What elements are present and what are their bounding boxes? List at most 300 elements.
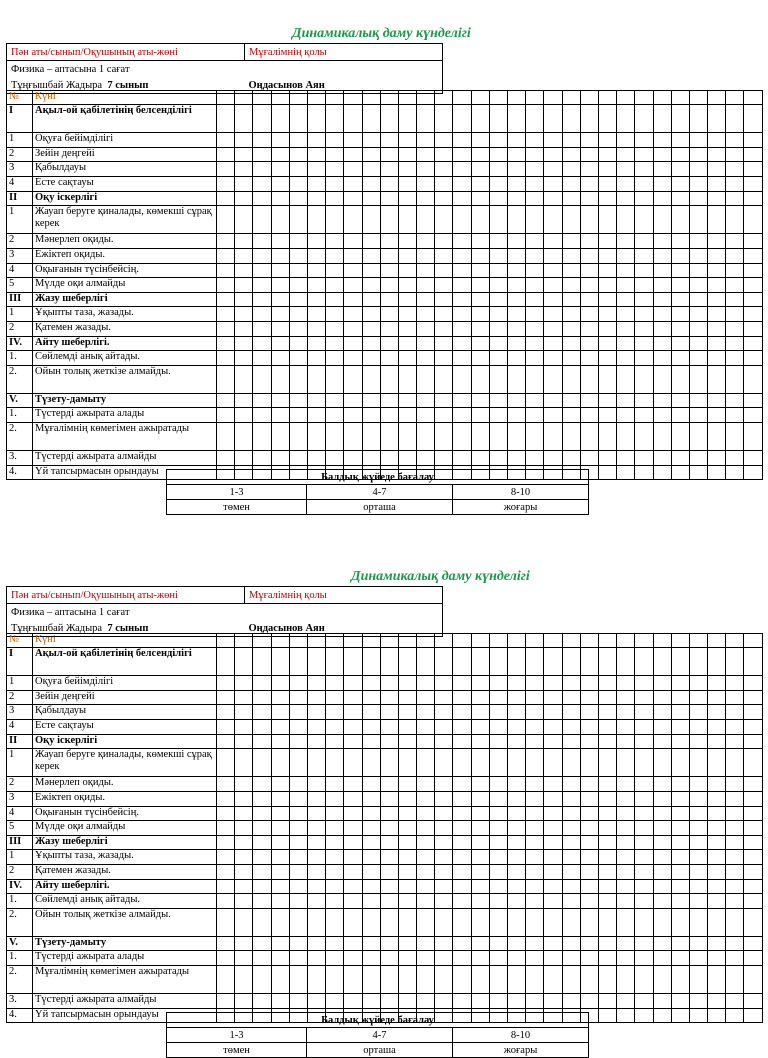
score-cell[interactable] [744,749,762,777]
day-column-cell[interactable] [708,634,726,648]
score-cell[interactable] [598,336,616,351]
score-cell[interactable] [435,879,453,894]
score-cell[interactable] [617,451,635,466]
score-cell[interactable] [417,176,435,191]
score-cell[interactable] [307,894,325,909]
score-cell[interactable] [489,176,507,191]
score-cell[interactable] [635,206,653,234]
score-cell[interactable] [708,994,726,1009]
score-cell[interactable] [489,292,507,307]
score-cell[interactable] [453,791,471,806]
score-cell[interactable] [580,676,598,691]
score-cell[interactable] [744,206,762,234]
score-cell[interactable] [453,292,471,307]
score-cell[interactable] [617,676,635,691]
score-cell[interactable] [344,734,362,749]
day-column-cell[interactable] [508,634,526,648]
score-cell[interactable] [726,105,744,133]
score-cell[interactable] [544,951,562,966]
score-cell[interactable] [489,777,507,792]
score-cell[interactable] [362,176,380,191]
score-cell[interactable] [726,791,744,806]
score-cell[interactable] [471,690,489,705]
score-cell[interactable] [471,451,489,466]
score-cell[interactable] [453,393,471,408]
score-cell[interactable] [326,451,344,466]
score-cell[interactable] [217,894,235,909]
score-cell[interactable] [435,850,453,865]
score-cell[interactable] [562,734,580,749]
day-column-cell[interactable] [562,91,580,105]
score-cell[interactable] [326,133,344,148]
score-cell[interactable] [562,821,580,836]
score-cell[interactable] [562,321,580,336]
score-cell[interactable] [489,191,507,206]
score-cell[interactable] [635,147,653,162]
score-cell[interactable] [708,951,726,966]
score-cell[interactable] [307,690,325,705]
score-cell[interactable] [617,648,635,676]
score-cell[interactable] [508,263,526,278]
score-cell[interactable] [671,690,689,705]
score-cell[interactable] [508,133,526,148]
score-cell[interactable] [344,966,362,994]
score-cell[interactable] [489,705,507,720]
score-cell[interactable] [417,806,435,821]
score-cell[interactable] [653,705,671,720]
score-cell[interactable] [580,719,598,734]
score-cell[interactable] [471,423,489,451]
score-cell[interactable] [380,307,398,322]
score-cell[interactable] [362,791,380,806]
score-cell[interactable] [489,879,507,894]
score-cell[interactable] [689,147,707,162]
score-cell[interactable] [326,951,344,966]
score-cell[interactable] [617,835,635,850]
score-cell[interactable] [653,879,671,894]
score-cell[interactable] [508,690,526,705]
score-cell[interactable] [489,749,507,777]
score-cell[interactable] [689,719,707,734]
score-cell[interactable] [307,365,325,393]
score-cell[interactable] [580,307,598,322]
score-cell[interactable] [417,278,435,293]
score-cell[interactable] [544,864,562,879]
score-cell[interactable] [580,749,598,777]
score-cell[interactable] [344,292,362,307]
score-cell[interactable] [417,191,435,206]
score-cell[interactable] [453,176,471,191]
score-cell[interactable] [289,791,307,806]
score-cell[interactable] [471,821,489,836]
score-cell[interactable] [289,321,307,336]
score-cell[interactable] [671,321,689,336]
score-cell[interactable] [453,365,471,393]
score-cell[interactable] [326,936,344,951]
score-cell[interactable] [562,864,580,879]
score-cell[interactable] [307,234,325,249]
score-cell[interactable] [471,321,489,336]
score-cell[interactable] [289,749,307,777]
score-cell[interactable] [362,864,380,879]
score-cell[interactable] [217,176,235,191]
score-cell[interactable] [398,365,416,393]
score-cell[interactable] [562,393,580,408]
score-cell[interactable] [417,966,435,994]
score-cell[interactable] [362,936,380,951]
score-cell[interactable] [544,408,562,423]
score-cell[interactable] [307,734,325,749]
score-cell[interactable] [435,734,453,749]
score-cell[interactable] [617,879,635,894]
score-cell[interactable] [653,162,671,177]
score-cell[interactable] [471,133,489,148]
score-cell[interactable] [617,864,635,879]
score-cell[interactable] [544,749,562,777]
score-cell[interactable] [453,307,471,322]
score-cell[interactable] [362,705,380,720]
score-cell[interactable] [235,719,253,734]
score-cell[interactable] [617,147,635,162]
score-cell[interactable] [744,791,762,806]
score-cell[interactable] [726,351,744,366]
score-cell[interactable] [489,648,507,676]
score-cell[interactable] [453,835,471,850]
score-cell[interactable] [544,423,562,451]
score-cell[interactable] [326,777,344,792]
score-cell[interactable] [362,908,380,936]
score-cell[interactable] [271,292,289,307]
score-cell[interactable] [726,734,744,749]
score-cell[interactable] [271,994,289,1009]
score-cell[interactable] [744,278,762,293]
score-cell[interactable] [744,1008,762,1023]
score-cell[interactable] [544,806,562,821]
score-cell[interactable] [271,791,289,806]
score-cell[interactable] [307,994,325,1009]
score-cell[interactable] [471,191,489,206]
score-cell[interactable] [489,248,507,263]
day-column-cell[interactable] [489,91,507,105]
score-cell[interactable] [217,791,235,806]
score-cell[interactable] [435,162,453,177]
score-cell[interactable] [617,105,635,133]
score-cell[interactable] [398,133,416,148]
score-cell[interactable] [526,278,544,293]
score-cell[interactable] [417,263,435,278]
score-cell[interactable] [307,307,325,322]
score-cell[interactable] [508,936,526,951]
score-cell[interactable] [380,894,398,909]
score-cell[interactable] [453,278,471,293]
score-cell[interactable] [562,133,580,148]
score-cell[interactable] [708,850,726,865]
score-cell[interactable] [326,351,344,366]
score-cell[interactable] [689,676,707,691]
score-cell[interactable] [726,705,744,720]
score-cell[interactable] [508,966,526,994]
day-column-cell[interactable] [362,634,380,648]
score-cell[interactable] [307,821,325,836]
score-cell[interactable] [671,465,689,480]
score-cell[interactable] [671,734,689,749]
score-cell[interactable] [362,263,380,278]
score-cell[interactable] [307,908,325,936]
score-cell[interactable] [453,690,471,705]
score-cell[interactable] [708,336,726,351]
score-cell[interactable] [708,234,726,249]
score-cell[interactable] [253,850,271,865]
score-cell[interactable] [453,705,471,720]
day-column-cell[interactable] [398,91,416,105]
score-cell[interactable] [580,966,598,994]
score-cell[interactable] [580,263,598,278]
day-column-cell[interactable] [544,634,562,648]
score-cell[interactable] [307,966,325,994]
score-cell[interactable] [526,234,544,249]
score-cell[interactable] [271,676,289,691]
score-cell[interactable] [489,393,507,408]
score-cell[interactable] [435,105,453,133]
score-cell[interactable] [598,263,616,278]
score-cell[interactable] [544,908,562,936]
score-cell[interactable] [671,248,689,263]
score-cell[interactable] [417,393,435,408]
score-cell[interactable] [598,806,616,821]
score-cell[interactable] [380,806,398,821]
score-cell[interactable] [417,734,435,749]
score-cell[interactable] [708,864,726,879]
score-cell[interactable] [380,351,398,366]
score-cell[interactable] [417,690,435,705]
score-cell[interactable] [544,162,562,177]
score-cell[interactable] [235,864,253,879]
score-cell[interactable] [217,307,235,322]
day-column-cell[interactable] [362,91,380,105]
score-cell[interactable] [417,234,435,249]
score-cell[interactable] [580,162,598,177]
score-cell[interactable] [344,835,362,850]
score-cell[interactable] [617,162,635,177]
score-cell[interactable] [708,248,726,263]
score-cell[interactable] [289,806,307,821]
score-cell[interactable] [489,321,507,336]
score-cell[interactable] [580,351,598,366]
score-cell[interactable] [289,690,307,705]
score-cell[interactable] [544,676,562,691]
score-cell[interactable] [417,705,435,720]
score-cell[interactable] [289,263,307,278]
score-cell[interactable] [326,850,344,865]
score-cell[interactable] [289,133,307,148]
score-cell[interactable] [726,408,744,423]
score-cell[interactable] [453,676,471,691]
score-cell[interactable] [544,705,562,720]
score-cell[interactable] [471,734,489,749]
score-cell[interactable] [453,408,471,423]
score-cell[interactable] [253,749,271,777]
score-cell[interactable] [562,749,580,777]
score-cell[interactable] [508,821,526,836]
score-cell[interactable] [617,365,635,393]
score-cell[interactable] [307,648,325,676]
score-cell[interactable] [307,879,325,894]
score-cell[interactable] [217,206,235,234]
score-cell[interactable] [453,951,471,966]
score-cell[interactable] [362,162,380,177]
score-cell[interactable] [380,821,398,836]
score-cell[interactable] [508,408,526,423]
score-cell[interactable] [580,234,598,249]
score-cell[interactable] [289,951,307,966]
score-cell[interactable] [708,465,726,480]
score-cell[interactable] [508,908,526,936]
score-cell[interactable] [671,850,689,865]
score-cell[interactable] [235,791,253,806]
score-cell[interactable] [271,879,289,894]
score-cell[interactable] [271,894,289,909]
score-cell[interactable] [635,835,653,850]
score-cell[interactable] [526,894,544,909]
score-cell[interactable] [671,908,689,936]
score-cell[interactable] [398,351,416,366]
score-cell[interactable] [635,850,653,865]
score-cell[interactable] [253,821,271,836]
score-cell[interactable] [598,133,616,148]
score-cell[interactable] [544,234,562,249]
score-cell[interactable] [380,408,398,423]
score-cell[interactable] [435,719,453,734]
score-cell[interactable] [417,951,435,966]
score-cell[interactable] [344,321,362,336]
score-cell[interactable] [544,791,562,806]
score-cell[interactable] [671,936,689,951]
score-cell[interactable] [726,777,744,792]
score-cell[interactable] [271,321,289,336]
score-cell[interactable] [744,994,762,1009]
score-cell[interactable] [508,864,526,879]
score-cell[interactable] [398,648,416,676]
score-cell[interactable] [417,292,435,307]
score-cell[interactable] [398,821,416,836]
score-cell[interactable] [580,936,598,951]
score-cell[interactable] [253,951,271,966]
score-cell[interactable] [726,423,744,451]
score-cell[interactable] [617,777,635,792]
score-cell[interactable] [726,850,744,865]
score-cell[interactable] [344,690,362,705]
score-cell[interactable] [744,191,762,206]
score-cell[interactable] [526,835,544,850]
score-cell[interactable] [508,176,526,191]
score-cell[interactable] [526,336,544,351]
score-cell[interactable] [235,206,253,234]
score-cell[interactable] [508,162,526,177]
score-cell[interactable] [471,835,489,850]
score-cell[interactable] [217,879,235,894]
score-cell[interactable] [398,908,416,936]
score-cell[interactable] [617,307,635,322]
score-cell[interactable] [562,176,580,191]
score-cell[interactable] [708,351,726,366]
day-column-cell[interactable] [417,91,435,105]
score-cell[interactable] [544,351,562,366]
day-column-cell[interactable] [253,91,271,105]
score-cell[interactable] [689,821,707,836]
score-cell[interactable] [726,966,744,994]
score-cell[interactable] [617,292,635,307]
score-cell[interactable] [744,850,762,865]
score-cell[interactable] [526,777,544,792]
score-cell[interactable] [344,278,362,293]
score-cell[interactable] [744,864,762,879]
score-cell[interactable] [362,393,380,408]
score-cell[interactable] [417,307,435,322]
score-cell[interactable] [689,1008,707,1023]
score-cell[interactable] [235,248,253,263]
score-cell[interactable] [526,966,544,994]
day-column-cell[interactable] [689,91,707,105]
day-column-cell[interactable] [526,634,544,648]
score-cell[interactable] [417,248,435,263]
score-cell[interactable] [508,994,526,1009]
score-cell[interactable] [417,777,435,792]
score-cell[interactable] [544,147,562,162]
score-cell[interactable] [653,423,671,451]
score-cell[interactable] [398,162,416,177]
score-cell[interactable] [471,705,489,720]
score-cell[interactable] [362,719,380,734]
score-cell[interactable] [380,719,398,734]
score-cell[interactable] [580,248,598,263]
score-cell[interactable] [362,351,380,366]
score-cell[interactable] [398,336,416,351]
score-cell[interactable] [380,336,398,351]
score-cell[interactable] [580,365,598,393]
score-cell[interactable] [562,162,580,177]
score-cell[interactable] [489,162,507,177]
score-cell[interactable] [653,908,671,936]
score-cell[interactable] [562,278,580,293]
score-cell[interactable] [744,676,762,691]
score-cell[interactable] [289,423,307,451]
score-cell[interactable] [689,351,707,366]
score-cell[interactable] [253,408,271,423]
score-cell[interactable] [435,307,453,322]
score-cell[interactable] [344,648,362,676]
score-cell[interactable] [380,879,398,894]
score-cell[interactable] [344,821,362,836]
score-cell[interactable] [526,408,544,423]
score-cell[interactable] [471,864,489,879]
score-cell[interactable] [598,408,616,423]
score-cell[interactable] [489,864,507,879]
score-cell[interactable] [398,864,416,879]
score-cell[interactable] [562,263,580,278]
score-cell[interactable] [344,162,362,177]
score-cell[interactable] [653,835,671,850]
score-cell[interactable] [398,894,416,909]
score-cell[interactable] [235,234,253,249]
score-cell[interactable] [398,292,416,307]
score-cell[interactable] [617,176,635,191]
score-cell[interactable] [526,864,544,879]
score-cell[interactable] [326,147,344,162]
score-cell[interactable] [689,850,707,865]
score-cell[interactable] [689,864,707,879]
score-cell[interactable] [380,994,398,1009]
score-cell[interactable] [562,648,580,676]
